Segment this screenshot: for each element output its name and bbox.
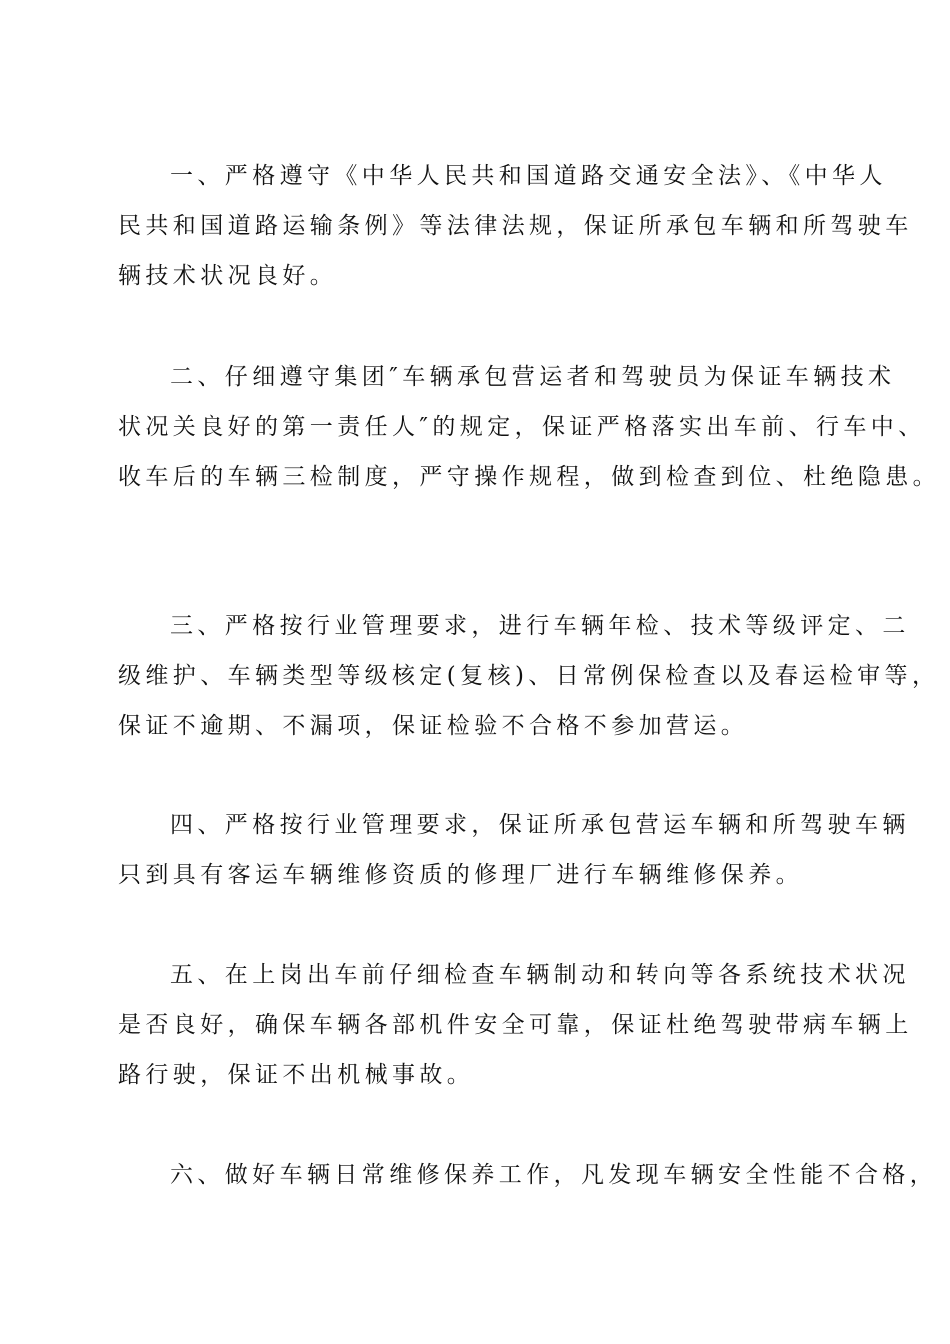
paragraph-line: 一、严格遵守《中华人民共和国道路交通安全法》、《中华人: [170, 163, 887, 189]
paragraph-line: 保证不逾期、不漏项，保证检验不合格不参加营运。: [118, 713, 749, 739]
paragraph-line: 六、做好车辆日常维修保养工作，凡发现车辆安全性能不合格，: [170, 1162, 938, 1188]
paragraph-line: 路行驶，保证不出机械事故。: [118, 1062, 475, 1088]
paragraph-line: 五、在上岗出车前仔细检查车辆制动和转向等各系统技术状况: [170, 962, 910, 988]
paragraph-line: 民共和国道路运输条例》等法律法规，保证所承包车辆和所驾驶车: [118, 213, 913, 239]
paragraph-line: 收车后的车辆三检制度，严守操作规程，做到检查到位、杜绝隐患。: [118, 464, 940, 490]
paragraph-4: [118, 800, 910, 900]
paragraph-6: [118, 1150, 938, 1200]
paragraph-line: 二、仔细遵守集团″车辆承包营运者和驾驶员为保证车辆技术: [170, 364, 896, 390]
paragraph-line: 四、严格按行业管理要求，保证所承包营运车辆和所驾驶车辆: [170, 812, 910, 838]
paragraph-line: 三、严格按行业管理要求，进行车辆年检、技术等级评定、二: [170, 613, 910, 639]
paragraph-line: 辆技术状况良好。: [118, 263, 338, 289]
paragraph-line: 只到具有客运车辆维修资质的修理厂进行车辆维修保养。: [118, 862, 803, 888]
paragraph-line: 是否良好，确保车辆各部机件安全可靠，保证杜绝驾驶带病车辆上: [118, 1012, 913, 1038]
paragraph-2: [118, 352, 940, 502]
paragraph-line: 级维护、车辆类型等级核定(复核)、日常例保检查以及春运检审等，: [118, 663, 940, 689]
paragraph-line: 状况关良好的第一责任人″的规定，保证严格落实出车前、行车中、: [118, 414, 926, 440]
paragraph-5: [118, 950, 913, 1100]
paragraph-1: [118, 151, 913, 301]
paragraph-3: [118, 601, 940, 751]
